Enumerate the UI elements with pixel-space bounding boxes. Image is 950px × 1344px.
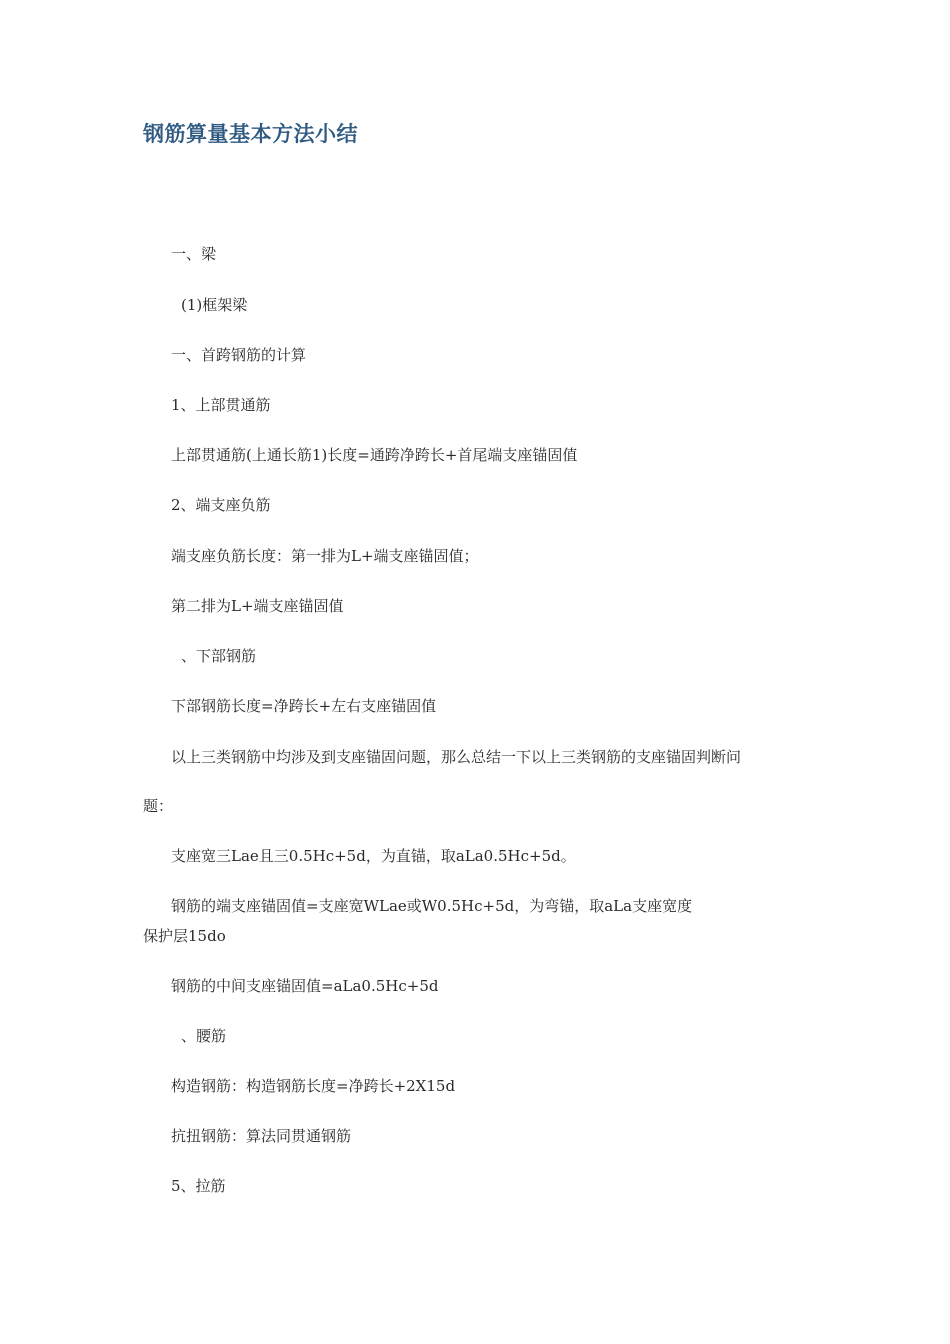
item-top-through-bar: 1、上部贯通筋	[171, 396, 271, 414]
paragraph-anchorage-summary-line1: 以上三类钢筋中均涉及到支座锚固问题，那么总结一下以上三类钢筋的支座锚固判断问	[171, 748, 742, 766]
heading-first-span-calc: 一、首跨钢筋的计算	[171, 346, 307, 364]
paragraph-anchorage-summary	[0, 747, 950, 767]
text-end-support-anchorage: 钢筋的端支座锚固值=支座宽WLae或W0.5Hc+5d，为弯锚，取aLa支座宽度	[171, 897, 693, 915]
text-structural-bar: 构造钢筋：构造钢筋长度=净跨长+2X15d	[171, 1077, 456, 1095]
text-straight-anchorage: 支座宽三Lae且三0.5Hc+5d，为直锚，取aLa0.5Hc+5d。	[171, 847, 576, 865]
text-end-support-second-row: 第二排为L+端支座锚固值	[171, 597, 344, 615]
text-torsion-bar: 抗扭钢筋：算法同贯通钢筋	[171, 1127, 352, 1145]
section-heading-beam: 一、梁	[171, 245, 217, 263]
text-top-through-bar-formula: 上部贯通筋(上通长筋1)长度=通跨净跨长+首尾端支座锚固值	[171, 446, 578, 464]
item-end-support-negative-bar: 2、端支座负筋	[171, 496, 271, 514]
text-end-support-first-row: 端支座负筋长度：第一排为L+端支座锚固值；	[171, 547, 479, 565]
item-waist-bar: 、腰筋	[181, 1027, 227, 1045]
paragraph-anchorage-summary-end: 题：	[143, 797, 174, 815]
text-bottom-bar-formula: 下部钢筋长度=净跨长+左右支座锚固值	[171, 697, 437, 715]
item-tie-bar: 5、拉筋	[171, 1177, 226, 1195]
subsection-frame-beam: (1)框架梁	[181, 296, 248, 314]
text-end-support-anchorage-cont: 保护层15do	[143, 927, 226, 945]
text-middle-support-anchorage: 钢筋的中间支座锚固值=aLa0.5Hc+5d	[171, 977, 439, 995]
document-title: 钢筋算量基本方法小结	[143, 122, 358, 146]
item-bottom-bar: 、下部钢筋	[181, 647, 257, 665]
